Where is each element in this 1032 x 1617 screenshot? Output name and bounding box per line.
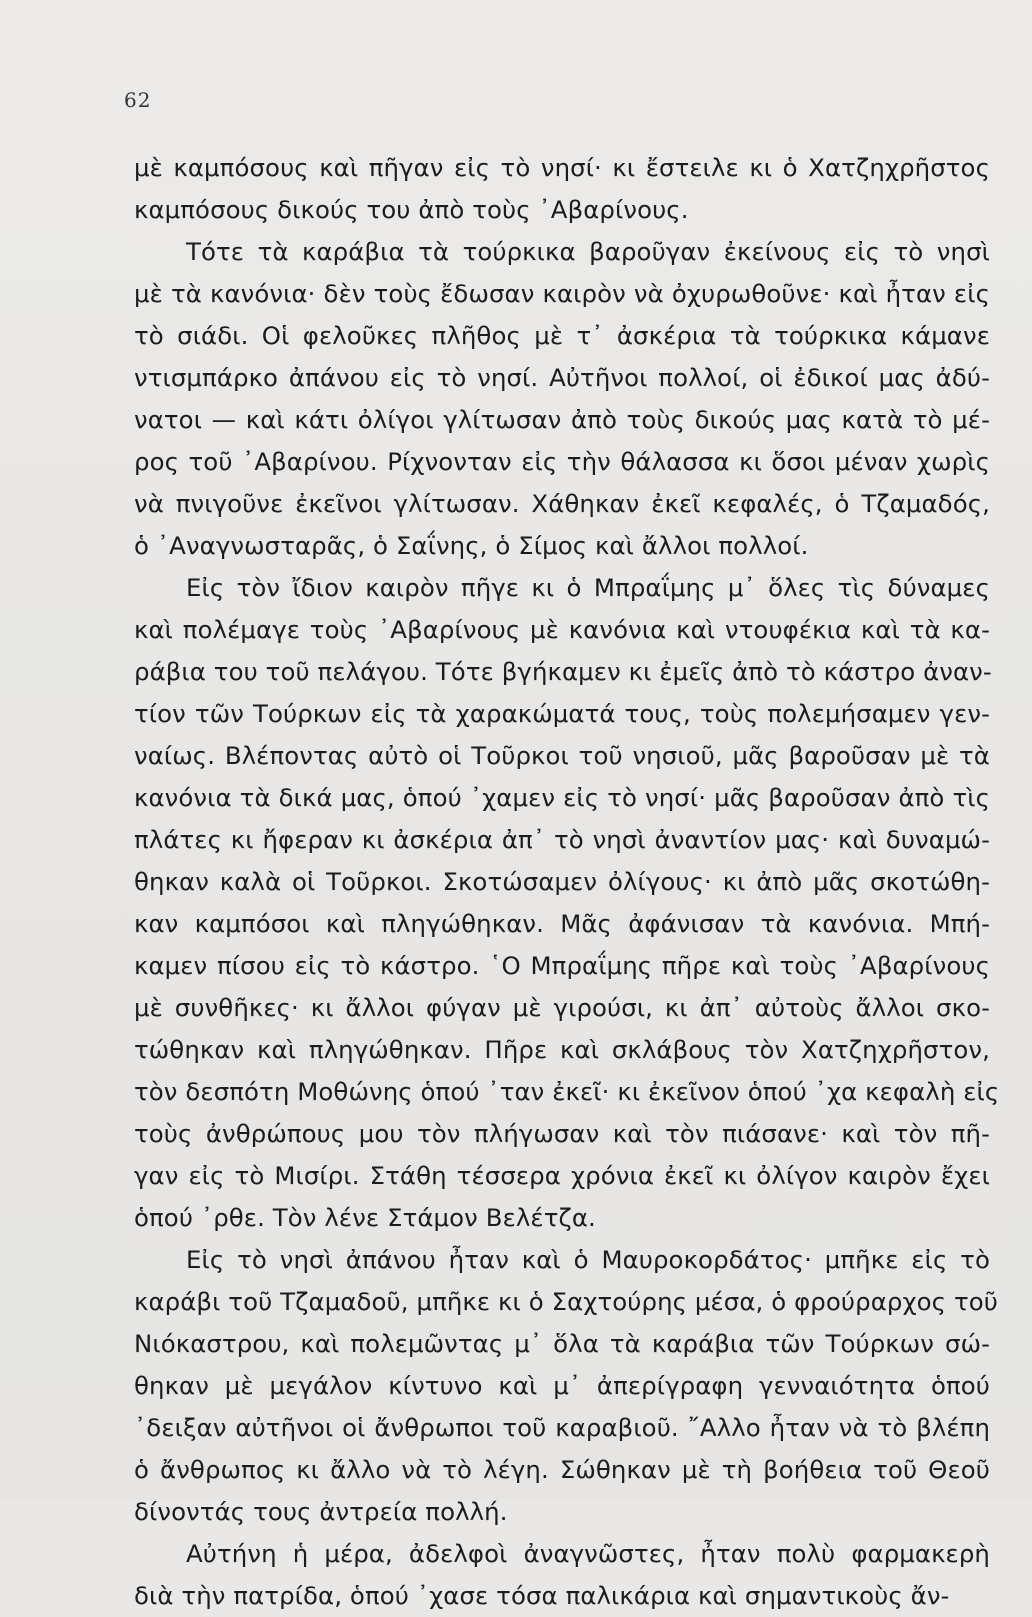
text-line: Εἰς τὸ νησὶ ἀπάνου ἦταν καὶ ὁ Μαυροκορδάτος· μπῆκε εἰς τὸ	[186, 1245, 990, 1274]
text-line: Τότε τὰ καράβια τὰ τούρκικα βαροῦγαν ἐκείνους εἰς τὸ νησὶ	[186, 237, 990, 266]
text-line: μὲ συνθῆκες· κι ἄλλοι φύγαν μὲ γιρούσι, κι ἀπ᾽ αὐτοὺς ἄλλοι σκο-	[134, 993, 990, 1022]
text-line: καμεν πίσου εἰς τὸ κάστρο. ῾Ο Μπραΐμης πῆρε καὶ τοὺς ᾽Αβαρίνους	[134, 951, 990, 980]
text-line: νατοι — καὶ κάτι ὀλίγοι γλίτωσαν ἀπὸ τοὺς δικούς μας κατὰ τὸ μέ-	[134, 405, 990, 434]
text-line: τοὺς ἀνθρώπους μου τὸν πλήγωσαν καὶ τὸν πιάσανε· καὶ τὸν πῆ-	[134, 1119, 990, 1148]
text-line: μὲ καμπόσους καὶ πῆγαν εἰς τὸ νησί· κι ἔστειλε κι ὁ Χατζηχρῆστος	[134, 153, 990, 182]
paragraph	[134, 567, 1000, 1239]
text-line: τὸ σιάδι. Οἱ φελοῦκες πλῆθος μὲ τ᾽ ἀσκέρια τὰ τούρκικα κάμανε	[134, 321, 990, 350]
text-line: Νιόκαστρου, καὶ πολεμῶντας μ᾽ ὅλα τὰ καράβια τῶν Τούρκων σώ-	[134, 1329, 990, 1358]
text-line: τὸν δεσπότη Μοθώνης ὁπού ᾽ταν ἐκεῖ· κι ἐκεῖνον ὁπού ᾽χα κεφαλὴ εἰς	[134, 1077, 1000, 1106]
text-line: κανόνια τὰ δικά μας, ὁπού ᾽χαμεν εἰς τὸ νησί· μᾶς βαροῦσαν ἀπὸ τὶς	[134, 783, 990, 812]
text-line: δίνοντάς τους ἀντρεία πολλή.	[134, 1497, 508, 1526]
text-line: καὶ πολέμαγε τοὺς ᾽Αβαρίνους μὲ κανόνια καὶ ντουφέκια καὶ τὰ κα-	[134, 615, 990, 644]
text-line: θηκαν καλὰ οἱ Τοῦρκοι. Σκοτώσαμεν ὀλίγους· κι ἀπὸ μᾶς σκοτώθη-	[134, 867, 990, 896]
text-line: ρος τοῦ ᾽Αβαρίνου. Ρίχνονταν εἰς τὴν θάλασσα κι ὅσοι μέναν χωρὶς	[134, 447, 990, 476]
paragraph	[134, 231, 990, 567]
text-line: πλάτες κι ἤφεραν κι ἀσκέρια ἀπ᾽ τὸ νησὶ ἀναντίον μας· καὶ δυναμώ-	[134, 825, 990, 854]
text-line: καράβι τοῦ Τζαμαδοῦ, μπῆκε κι ὁ Σαχτούρης μέσα, ὁ φρούραρχος τοῦ	[134, 1287, 998, 1316]
text-line: Εἰς τὸν ἴδιον καιρὸν πῆγε κι ὁ Μπραΐμης μ᾽ ὅλες τὶς δύναμες	[186, 573, 990, 602]
text-line: νὰ πνιγοῦνε ἐκεῖνοι γλίτωσαν. Χάθηκαν ἐκεῖ κεφαλές, ὁ Τζαμαδός,	[134, 489, 990, 518]
text-line: ὁ ἄνθρωπος κι ἄλλο νὰ τὸ λέγη. Σώθηκαν μὲ τὴ βοήθεια τοῦ Θεοῦ	[134, 1455, 990, 1484]
text-line: γαν εἰς τὸ Μισίρι. Στάθη τέσσερα χρόνια ἐκεῖ κι ὀλίγον καιρὸν ἔχει	[134, 1161, 990, 1190]
text-line: ναίως. Βλέποντας αὐτὸ οἱ Τοῦρκοι τοῦ νησιοῦ, μᾶς βαροῦσαν μὲ τὰ	[134, 741, 990, 770]
text-line: μὲ τὰ κανόνια· δὲν τοὺς ἔδωσαν καιρὸν νὰ ὀχυρωθοῦνε· καὶ ἦταν εἰς	[134, 279, 990, 308]
text-line: διὰ τὴν πατρίδα, ὁπού ᾽χασε τόσα παλικάρια καὶ σημαντικοὺς ἄν-	[134, 1581, 950, 1610]
text-line: Αὐτήνη ἡ μέρα, ἀδελφοὶ ἀναγνῶστες, ἦταν πολὺ φαρμακερὴ	[186, 1539, 990, 1568]
paragraph	[134, 1533, 990, 1617]
text-line: ᾽δειξαν αὐτῆνοι οἱ ἄνθρωποι τοῦ καραβιοῦ. ῎Αλλο ἦταν νὰ τὸ βλέπη	[134, 1413, 990, 1442]
text-line: τώθηκαν καὶ πληγώθηκαν. Πῆρε καὶ σκλάβους τὸν Χατζηχρῆστον,	[134, 1035, 990, 1064]
text-line: ράβια του τοῦ πελάγου. Τότε βγήκαμεν κι ἐμεῖς ἀπὸ τὸ κάστρο ἀναν-	[134, 657, 992, 686]
page-number: 62	[124, 88, 152, 112]
text-line: ντισμπάρκο ἀπάνου εἰς τὸ νησί. Αὐτῆνοι πολλοί, οἱ ἐδικοί μας ἀδύ-	[134, 363, 990, 392]
text-line: ὁ ᾽Αναγνωσταρᾶς, ὁ Σαΐνης, ὁ Σίμος καὶ ἄλλοι πολλοί.	[134, 531, 809, 560]
body-text	[134, 147, 1000, 1617]
paragraph	[134, 147, 990, 231]
text-line: τίον τῶν Τούρκων εἰς τὰ χαρακώματά τους, τοὺς πολεμήσαμεν γεν-	[134, 699, 990, 728]
paragraph	[134, 1239, 998, 1533]
text-line: ὁπού ᾽ρθε. Τὸν λένε Στάμον Βελέτζα.	[134, 1203, 596, 1232]
text-line: θηκαν μὲ μεγάλον κίντυνο καὶ μ᾽ ἀπερίγραφη γενναιότητα ὁπού	[134, 1371, 990, 1400]
text-line: καν καμπόσοι καὶ πληγώθηκαν. Μᾶς ἀφάνισαν τὰ κανόνια. Μπή-	[134, 909, 990, 938]
text-line: καμπόσους δικούς του ἀπὸ τοὺς ᾽Αβαρίνους.	[134, 195, 689, 224]
